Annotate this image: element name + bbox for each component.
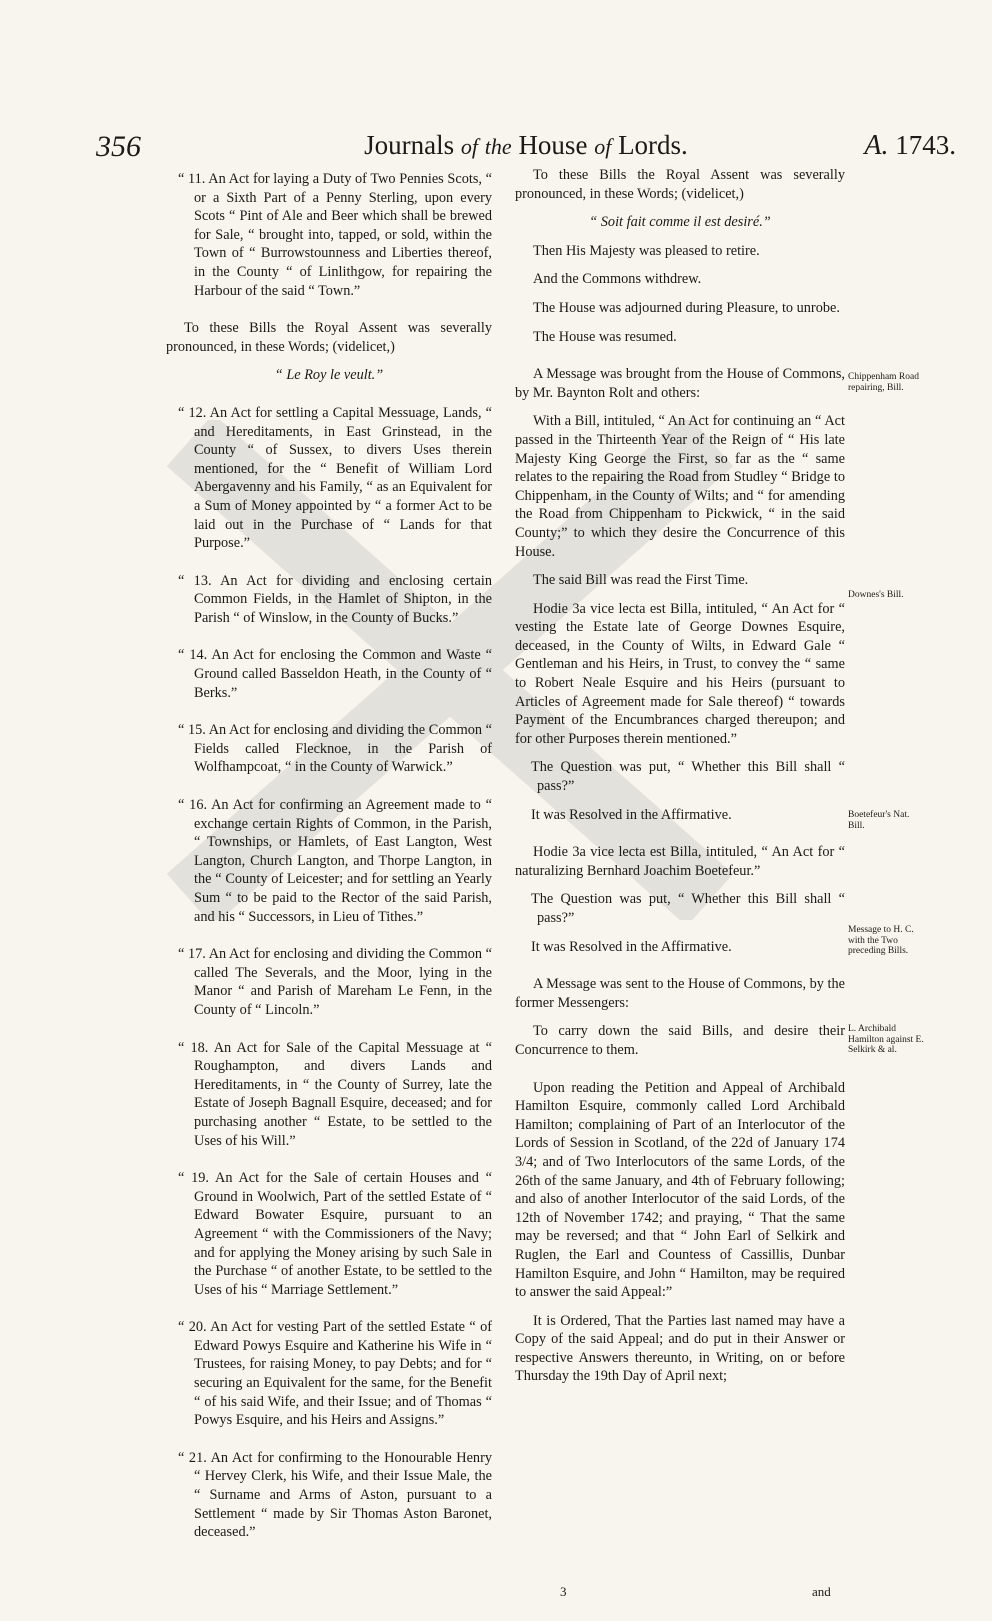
assent-words-right: “ Soit fait comme il est desiré.” [589, 214, 771, 231]
page-number: 356 [96, 130, 141, 163]
house-adjourned: The House was adjourned during Pleasure, to unrobe. [533, 299, 840, 316]
catchword: and [812, 1584, 831, 1599]
message-from-commons: A Message was brought from the House of Commons, by Mr. Baynton Rolt and others: [515, 366, 845, 401]
act-13: “ 13. An Act for dividing and enclosing certain Common Fields, in the Hamlet of Shipton, in the Parish “ of Winslow, in the County of Bucks.” [178, 572, 492, 626]
petition-hamilton: Upon reading the Petition and Appeal of Archibald Hamilton Esquire, commonly called Lord Archibald Hamilton; complaining of Part of an Interlocutor of the Lords of Session in Scotland, of the 22d of January 174 3/4; and of Two Interlocutors of the same Lords, of the 26th of the same January, and 4th of February following; and also of another Interlocutor of the said Lords, of the 12th of November 1742; and praying, “ That the same may be reversed; and that “ John Earl of Selkirk and Ruglen, the Earl and Countess of Cassillis, Dunbar Hamilton Esquire, and John “ Hamilton, may be required to answer the said Appeal:” [515, 1079, 845, 1301]
resolved-1: It was Resolved in the Affirmative. [531, 806, 732, 823]
majesty-retire: Then His Majesty was pleased to retire. [533, 242, 760, 259]
royal-assent-left: To these Bills the Royal Assent was severally pronounced, in these Words; (videlicet,) [166, 320, 492, 355]
margin-note-boetefeur: Boetefeur's Nat. Bill. [848, 810, 910, 831]
act-12: “ 12. An Act for settling a Capital Messuage, Lands, “ and Hereditaments, in East Grinstead, in the County “ of Sussex, to divers Uses therein mentioned, for the “ Benefit of William Lord Abergavenny and his Family, “ as an Equivalent for a Sum of Money appointed by “ a former Act to be laid out in the Purchase of “ Lands for that Purpose.” [178, 404, 492, 552]
act-19: “ 19. An Act for the Sale of certain Houses and “ Ground in Woolwich, Part of the settled Estate of “ Edward Bowater Esquire, pursuant to an Agreement “ with the Commissioners of the Navy; and for applying the Money arising by such Sale in the Purchase “ of another Estate, to be settled to the Uses of his “ Marriage Settlement.” [178, 1170, 492, 1298]
act-16: “ 16. An Act for confirming an Agreement made to “ exchange certain Rights of Common, in the Parish, “ Townships, or Hamlets, of East Langton, West Langton, Church Langton, and Thorpe Langton, in the “ County of Leicester; and for settling an Yearly Sum “ to be paid to the Rector of the said Parish, and his “ Successors, in Lieu of Tithes.” [178, 797, 492, 925]
first-reading: The said Bill was read the First Time. [533, 572, 749, 589]
left-column [166, 170, 492, 1542]
assent-words-left: “ Le Roy le veult.” [274, 367, 384, 384]
act-18: “ 18. An Act for Sale of the Capital Messuage at “ Roughampton, and divers Lands and Hereditaments, in “ the County of Surrey, late the Estate of Joseph Bagnall Esquire, deceased; and for purchasing another “ Estate, to be settled to the Uses of his Will.” [178, 1039, 492, 1149]
journal-title: Journals of the House of Lords. [364, 130, 688, 160]
house-resumed: The House was resumed. [533, 328, 677, 345]
year-label: A. 1743. [864, 130, 956, 161]
signature-mark: 3 [560, 1584, 567, 1599]
act-15: “ 15. An Act for enclosing and dividing the Common “ Fields called Flecknoe, in the Parish of Wolfhampcoat, “ in the County of Warwick.” [178, 722, 492, 776]
chippenham-bill: With a Bill, intituled, “ An Act for continuing an “ Act passed in the Thirteenth Year of the Reign of “ His late Majesty King George the First, so far as the “ same relates to the repairing the Road from Studley “ Bridge to Chippenham, in the County of Wilts; and “ for amending the Road from Chippenham to Pickwick, “ in the said County;” to which they desire the Concurrence of this House. [515, 413, 845, 560]
boetefeur-bill: Hodie 3a vice lecta est Billa, intituled, “ An Act for “ naturalizing Bernhard Joachim Boetefeur.” [515, 844, 845, 879]
margin-note-downes: Downes's Bill. [848, 590, 904, 600]
downes-bill: Hodie 3a vice lecta est Billa, intituled, “ An Act for “ vesting the Estate late of George Downes Esquire, deceased, in the County of Wilts, in Edward Gale “ Gentleman and his Heirs, in Trust, to convey the “ same to Robert Neale Esquire and his Heirs (pursuant to Articles of Agreement made for Sale thereof) “ towards Payment of the Encumbrances charged thereupon; and for other Purposes therein mentioned.” [515, 600, 845, 747]
act-21: “ 21. An Act for confirming to the Honourable Henry “ Hervey Clerk, his Wife, and their Issue Male, the “ Surname and Arms of Aston, pursuant to a Settlement “ made by Sir Thomas Aston Baronet, deceased.” [178, 1449, 492, 1541]
margin-note-message: Message to H. C. with the Two preceding Bills. [848, 925, 914, 956]
question-2: The Question was put, “ Whether this Bill shall “ pass?” [531, 891, 845, 926]
carry-down: To carry down the said Bills, and desire their Concurrence to them. [515, 1023, 845, 1058]
act-14: “ 14. An Act for enclosing the Common and Waste “ Ground called Basseldon Heath, in the County of “ Berks.” [178, 647, 492, 701]
question-1: The Question was put, “ Whether this Bill shall “ pass?” [531, 759, 845, 795]
margin-note-hamilton: L. Archibald Hamilton against E. Selkirk & al. [848, 1024, 924, 1055]
act-17: “ 17. An Act for enclosing and dividing the Common “ called The Severals, and the Moor, lying in the Manor “ and Parish of Mareham Le Fenn, in the County of “ Lincoln.” [178, 946, 492, 1018]
message-to-commons: A Message was sent to the House of Commons, by the former Messengers: [515, 976, 845, 1011]
margin-note-chippenham: Chippenham Road repairing, Bill. [848, 372, 919, 393]
commons-withdrew: And the Commons withdrew. [533, 271, 702, 288]
order-appeal: It is Ordered, That the Parties last named may have a Copy of the said Appeal; and do put in their Answer or respective Answers thereunto, in Writing, on or before Thursday the 19th Day of April next; [515, 1312, 845, 1385]
act-20: “ 20. An Act for vesting Part of the settled Estate “ of Edward Powys Esquire and Katherine his Wife in “ Trustees, for raising Money, to pay Debts; and for “ securing an Equivalent for the same, for the Benefit “ of his said Wife, and their Issue; and of Thomas “ Powys Esquire, and his Heirs and Assigns.” [178, 1319, 492, 1429]
right-column [515, 166, 845, 1386]
royal-assent-right: To these Bills the Royal Assent was severally pronounced, in these Words; (videlicet,) [515, 167, 845, 202]
page-header [96, 130, 956, 170]
act-11: “ 11. An Act for laying a Duty of Two Pennies Scots, “ or a Sixth Part of a Penny Sterling, upon every Scots “ Pint of Ale and Beer which shall be brewed for Sale, “ brought into, tapped, or sold, within the Town of “ Burrowstounness and Liberties thereof, in the County “ of Linlithgow, for repairing the Harbour of the said “ Town.” [178, 171, 492, 299]
resolved-2: It was Resolved in the Affirmative. [531, 938, 732, 955]
